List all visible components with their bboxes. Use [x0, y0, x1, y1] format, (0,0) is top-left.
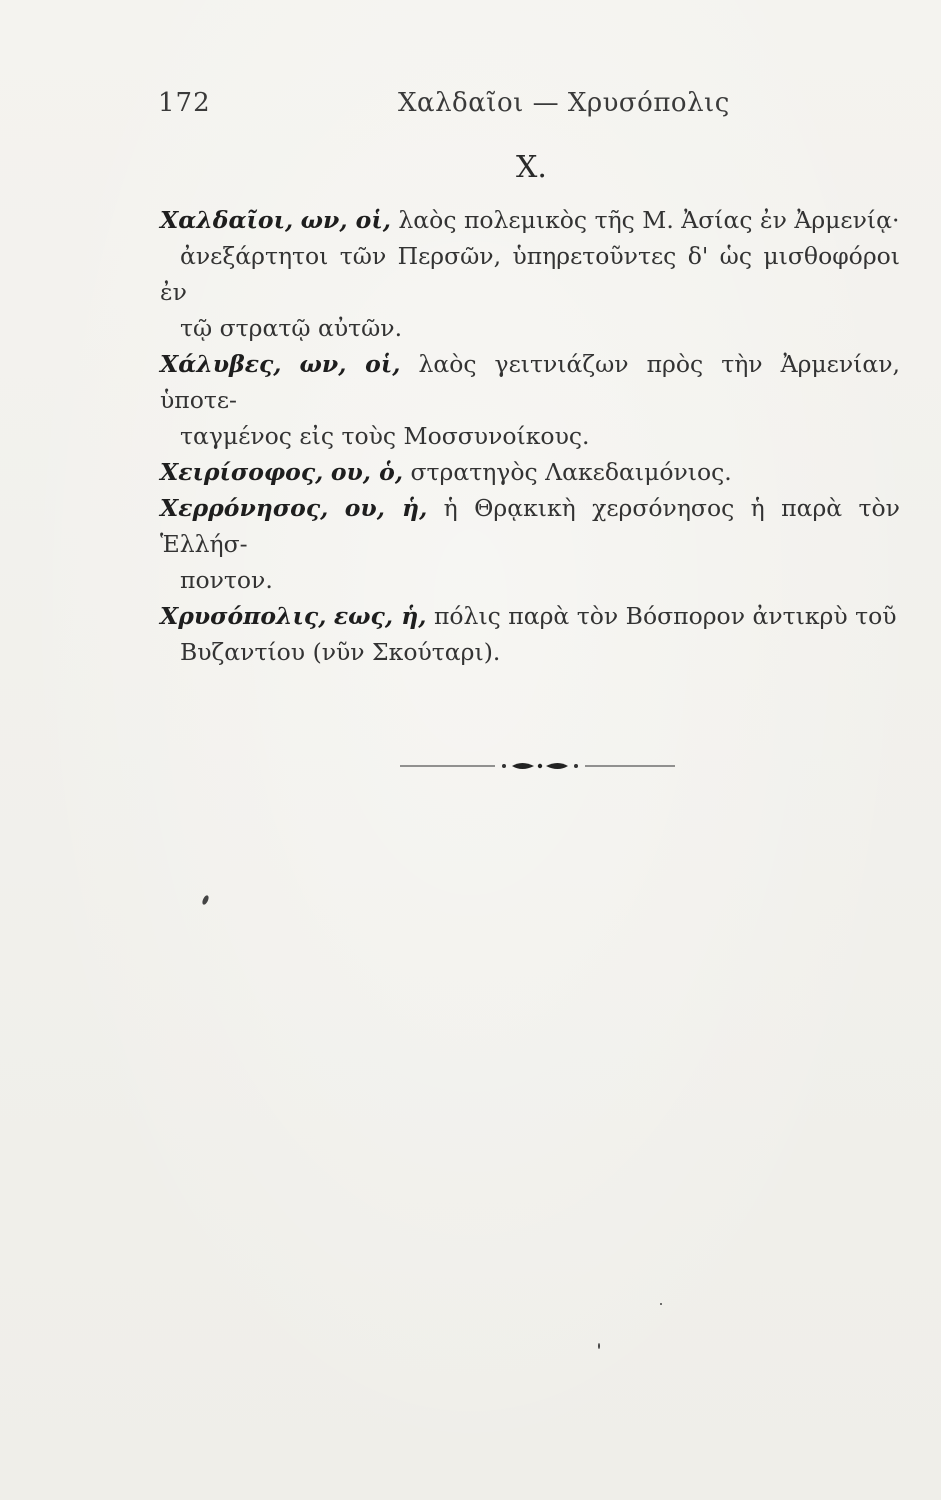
entry-definition-line: στρατηγὸς Λακεδαιμόνιος.	[410, 458, 732, 486]
section-letter: Χ.	[516, 150, 547, 185]
entry-definition-line: Βυζαντίου (νῦν Σκούταρι).	[180, 638, 501, 666]
entry-definition-line: ἡ Θρᾳκικὴ χερσόνησος ἡ παρὰ τὸν Ἑλλήσ-	[160, 494, 900, 558]
glossary-entry	[160, 490, 900, 598]
ink-speck	[598, 1343, 600, 1349]
glossary-entry	[160, 598, 900, 670]
running-title: Χαλδαῖοι — Χρυσόπολις	[398, 88, 730, 118]
entry-lemma: Χάλυβες,	[160, 350, 282, 378]
entry-grammar: ου, ὁ,	[330, 458, 404, 486]
glossary-entry	[160, 202, 900, 346]
entry-definition-line: ποντον.	[180, 566, 273, 594]
entry-lemma: Χερρόνησος,	[160, 494, 329, 522]
glossary-entry	[160, 346, 900, 454]
entry-grammar: ων, οἱ,	[300, 206, 391, 234]
glossary-entries	[160, 202, 900, 670]
entry-definition-line: πόλις παρὰ τὸν Βόσπορον ἀντικρὺ τοῦ	[433, 602, 897, 630]
entry-lemma: Χρυσόπολις,	[160, 602, 327, 630]
page-number: 172	[158, 88, 211, 118]
entry-lemma: Χαλδαῖοι,	[160, 206, 294, 234]
entry-definition-line: λαὸς γειτνιάζων πρὸς τὴν Ἀρμενίαν, ὑποτε-	[160, 350, 900, 414]
entry-definition-line: λαὸς πολεμικὸς τῆς Μ. Ἀσίας ἐν Ἀρμενίᾳ·	[398, 206, 900, 234]
entry-definition-line: τῷ στρατῷ αὐτῶν.	[180, 314, 403, 342]
entry-definition-line: ἀνεξάρτητοι τῶν Περσῶν, ὑπηρετοῦντες δ' ὡς μισθοφόροι ἐν	[160, 242, 900, 306]
glossary-entry	[160, 454, 900, 490]
tailpiece-ornament	[400, 755, 675, 777]
running-head	[0, 88, 941, 124]
ink-speck	[660, 1303, 662, 1305]
entry-grammar: ων, οἱ,	[299, 350, 401, 378]
entry-definition-line: ταγμένος εἰς τοὺς Μοσσυνοίκους.	[180, 422, 590, 450]
entry-lemma: Χειρίσοφος,	[160, 458, 324, 486]
ink-speck	[201, 894, 210, 905]
entry-grammar: ου, ἡ,	[344, 494, 428, 522]
entry-grammar: εως, ἡ,	[333, 602, 427, 630]
